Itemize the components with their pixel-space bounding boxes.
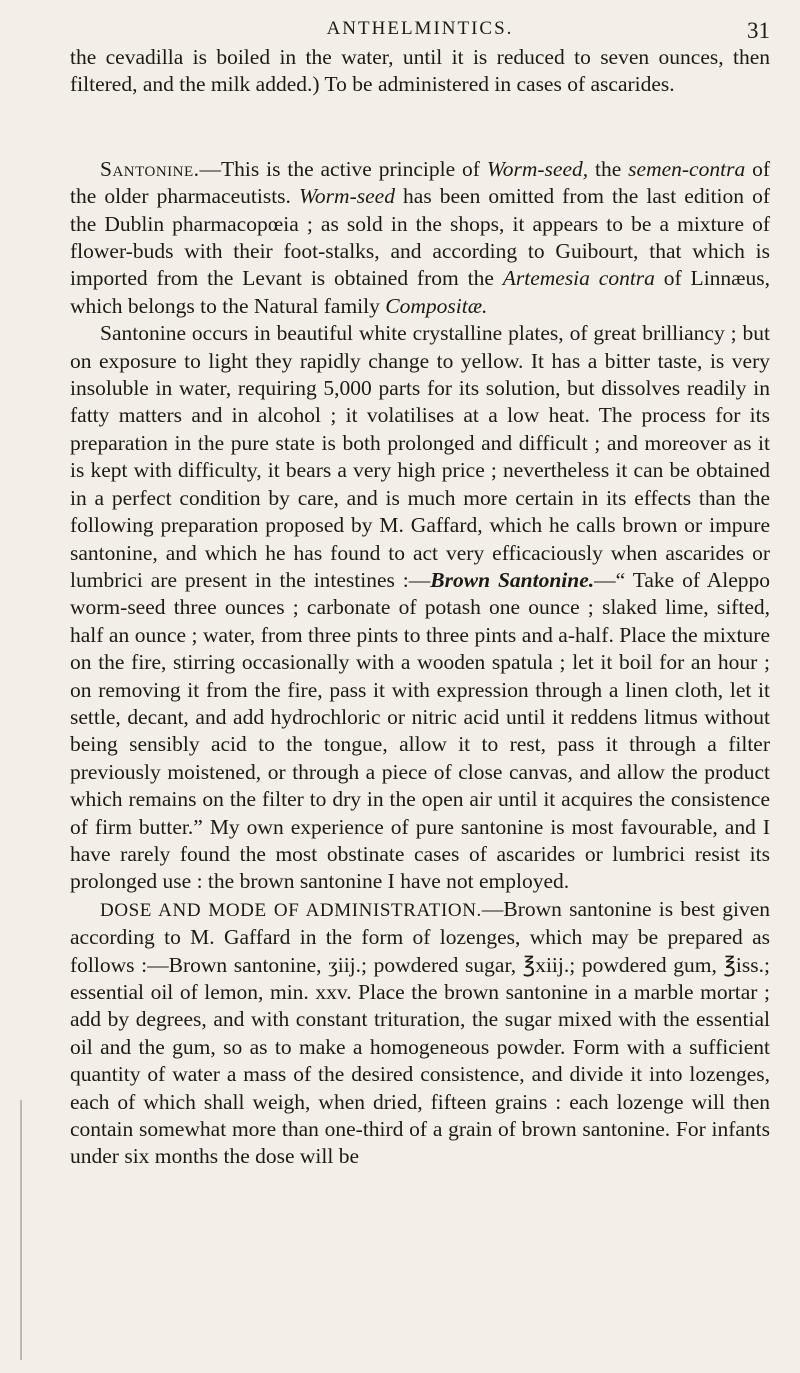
text-run: —This is the active principle of (199, 156, 487, 181)
text-run: Santonine occurs in beautiful white crystalline plates, of great brilliancy ; but on exposure to light they rapidly change to yellow. It has a bitter taste, is very insoluble in water, requiring 5,000 parts for its solution, but dissolves readily in fatty matters and in alcohol ; it volatilises at a low heat. The process for its preparation in the pure state is both prolonged and difficult ; and moreover as it is kept with difficulty, it bears a very high price ; nevertheless it can be obtained in a perfect condition by care, and is much more certain in its effects than the following preparation proposed by M. Gaffard, which he calls brown or impure santonine, and which he has found to act very efficaciously when ascarides or lumbrici are present in the intestines :— (70, 321, 770, 592)
text-run: the (588, 156, 629, 181)
italic-term: semen-contra (628, 156, 746, 181)
paragraph-santonine-properties (70, 320, 770, 896)
page-number: 31 (747, 18, 770, 43)
section-lead-santonine: Santonine. (100, 156, 200, 181)
paragraph-continuation: the cevadilla is boiled in the water, until it is reduced to seven ounces, then filtered, and the milk added.) To be administered in cases of ascarides. (70, 45, 770, 97)
text-run: of the older pharmaceutists. (70, 156, 770, 209)
running-title: ANTHELMINTICS. (326, 18, 514, 39)
margin-shadow-line (20, 1100, 22, 1360)
italic-term: Worm-seed, (486, 156, 589, 181)
text-run: —Brown santonine is best given according to M. Gaffard in the form of lozenges, which may be prepared as follows :—Brown santonine, ʒiij.; powdered sugar, ℥xiij.; powdered gum, ℥iss.; essential oil of lemon, min. xxv. Place the brown santonine in a marble mortar ; add by degrees, and with constant trituration, the sugar mixed with the essential oil and the gum, so as to make a homogeneous powder. Form with a sufficient quantity of water a mass of the desired consistence, and divide it into lozenges, each of which shall weigh, when dried, fifteen grains : each lozenge will then contain somewhat more than one-third of a grain of brown santonine. For infants under six months the dose will be (70, 896, 770, 1169)
italic-term: Brown Santonine. (430, 567, 595, 592)
paragraph-santonine (70, 156, 770, 320)
paragraph-dose (70, 896, 770, 1171)
italic-term: Worm-seed (299, 184, 395, 209)
italic-term: Artemesia contra (502, 266, 655, 291)
text-run: —“ Take of Aleppo worm-seed three ounces ; carbonate of potash one ounce ; slaked lime, sifted, half an ounce ; water, from three pints to three pints and a-half. Place the mixture on the fire, stirring occasionally with a wooden spatula ; let it boil for an hour ; on removing it from the fire, pass it with expression through a linen cloth, let it settle, decant, and add hydrochloric or nitric acid until it reddens litmus without being sensibly acid to the tongue, allow it to rest, pass it through a filter previously moistened, or through a piece of close canvas, and allow the product which remains on the filter to dry in the open air until it acquires the consistence of firm butter.” My own experience of pure santonine is most favourable, and I have rarely found the most obstinate cases of ascarides or lumbrici resist its prolonged use : the brown santonine I have not employed. (70, 567, 770, 894)
section-lead-dose: DOSE AND MODE OF ADMINISTRATION. (100, 899, 482, 921)
text-run: of Linnæus, which belongs to the Natural family (70, 266, 771, 318)
italic-term: Compositæ. (385, 293, 488, 318)
body-text (70, 44, 770, 1171)
text-run: has been omitted from the last edition of the Dublin pharmacopœia ; as sold in the shops, it appears to be a mixture of flower-buds with their foot-stalks, and according to Guibourt, that which is imported from the Levant is obtained from the (70, 184, 770, 291)
